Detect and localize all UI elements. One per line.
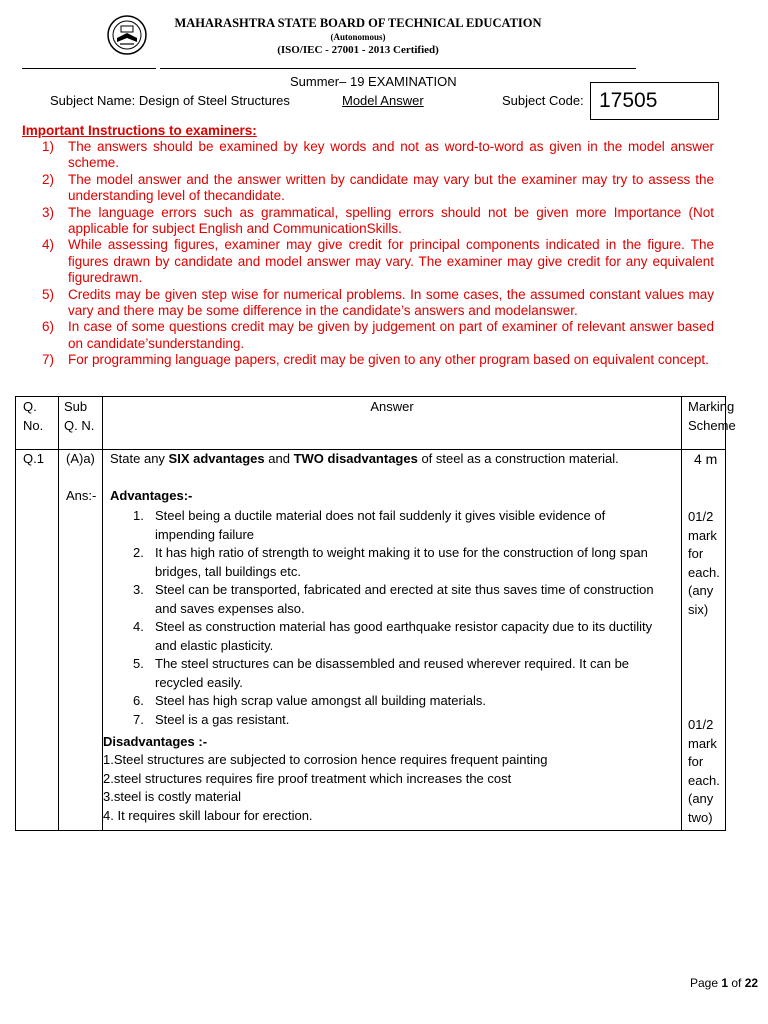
instruction-item: 4) While assessing figures, examiner may give credit for principal components indicated in the figure. The figures drawn by candidate and model answer may vary. The examiner may give credit for any equivalent figuredrawn. bbox=[42, 237, 714, 286]
subject-code-box: 17505 bbox=[590, 82, 719, 120]
table-border bbox=[58, 396, 59, 831]
instructions-list bbox=[22, 139, 714, 369]
header-sub-q: Sub Q. N. bbox=[64, 399, 95, 433]
header-rule-right bbox=[160, 68, 636, 69]
certification-label: (ISO/IEC - 27001 - 2013 Certified) bbox=[277, 44, 439, 56]
list-item: 5. The steel structures can be disassembled and reused wherever required. It can be recycled easily. bbox=[133, 656, 630, 690]
instructions-title: Important Instructions to examiners: bbox=[22, 123, 257, 138]
model-answer-label: Model Answer bbox=[342, 93, 424, 108]
header-answer: Answer bbox=[370, 399, 414, 414]
instruction-item: 1) The answers should be examined by key words and not as word-to-word as given in the model answer scheme. bbox=[42, 139, 714, 171]
instruction-item: 7) For programming language papers, credit may be given to any other program based on equivalent concept. bbox=[42, 352, 709, 368]
exam-title: Summer– 19 EXAMINATION bbox=[290, 74, 457, 89]
question-text: State any SIX advantages and TWO disadvantages of steel as a construction material. bbox=[110, 451, 619, 466]
page-number: Page 1 of 22 bbox=[690, 976, 759, 990]
marking-disadvantages: 01/2 mark for each. (any two) bbox=[688, 717, 720, 825]
total-marks: 4 m bbox=[694, 451, 718, 467]
instruction-item: 2) The model answer and the answer written by candidate may vary but the examiner may try to assess the understanding level of thecandidate. bbox=[42, 171, 714, 204]
list-item: 3. Steel can be transported, fabricated and erected at site thus saves time of construction and saves expenses also. bbox=[133, 582, 654, 616]
disadvantages-list bbox=[103, 751, 673, 825]
list-item: 6. Steel has high scrap value amongst all building materials. bbox=[133, 693, 486, 708]
table-border bbox=[681, 396, 682, 831]
msbte-logo-icon bbox=[106, 14, 148, 56]
list-item: 2. It has high ratio of strength to weight making it to use for the construction of long span bridges, tall buildings etc. bbox=[133, 545, 648, 579]
answer-table bbox=[15, 396, 736, 831]
table-border bbox=[15, 396, 16, 831]
autonomous-label: (Autonomous) bbox=[330, 32, 386, 42]
q-number: Q.1 bbox=[23, 451, 44, 466]
instruction-item: 3) The language errors such as grammatical, spelling errors should not be given more Importance (Not applicable for subject English and CommunicationSkills. bbox=[42, 204, 714, 237]
marking-advantages: 01/2 mark for each. (any six) bbox=[688, 509, 720, 617]
advantages-title: Advantages:- bbox=[110, 488, 193, 503]
list-item: 2.steel structures requires fire proof treatment which increases the cost bbox=[103, 770, 512, 786]
subject-name: Subject Name: Design of Steel Structures bbox=[50, 93, 290, 108]
instruction-item: 5) Credits may be given step wise for numerical problems. In some cases, the assumed constant values may vary and there may be some difference in the candidate’s answers and modelanswer. bbox=[42, 286, 714, 319]
list-item: 3.steel is costly material bbox=[103, 789, 241, 804]
sub-question: (A)a) bbox=[66, 451, 95, 466]
list-item: 1. Steel being a ductile material does not fail suddenly it gives visible evidence of impending failure bbox=[133, 508, 606, 542]
list-item: 4. It requires skill labour for erection. bbox=[103, 807, 313, 823]
subject-code-label: Subject Code: bbox=[502, 93, 584, 108]
header-marking-scheme: Marking Scheme bbox=[688, 399, 736, 433]
board-name: MAHARASHTRA STATE BOARD OF TECHNICAL EDUCATION bbox=[174, 16, 542, 30]
list-item: 1.Steel structures are subjected to corrosion hence requires frequent painting bbox=[103, 752, 548, 767]
header-rule-left bbox=[22, 68, 156, 69]
instruction-item: 6) In case of some questions credit may be given by judgement on part of examiner of relevant answer based on candidate’sunderstanding. bbox=[42, 319, 714, 351]
list-item: 4. Steel as construction material has good earthquake resistor capacity due to its ductility and elastic plasticity. bbox=[133, 619, 653, 653]
table-border bbox=[15, 396, 726, 397]
advantages-list bbox=[110, 507, 655, 729]
header-q-no: Q. No. bbox=[23, 399, 44, 433]
list-item: 7. Steel is a gas resistant. bbox=[133, 711, 290, 727]
ans-label: Ans:- bbox=[66, 488, 97, 503]
table-border bbox=[15, 830, 726, 831]
disadvantages-title: Disadvantages :- bbox=[103, 734, 208, 749]
